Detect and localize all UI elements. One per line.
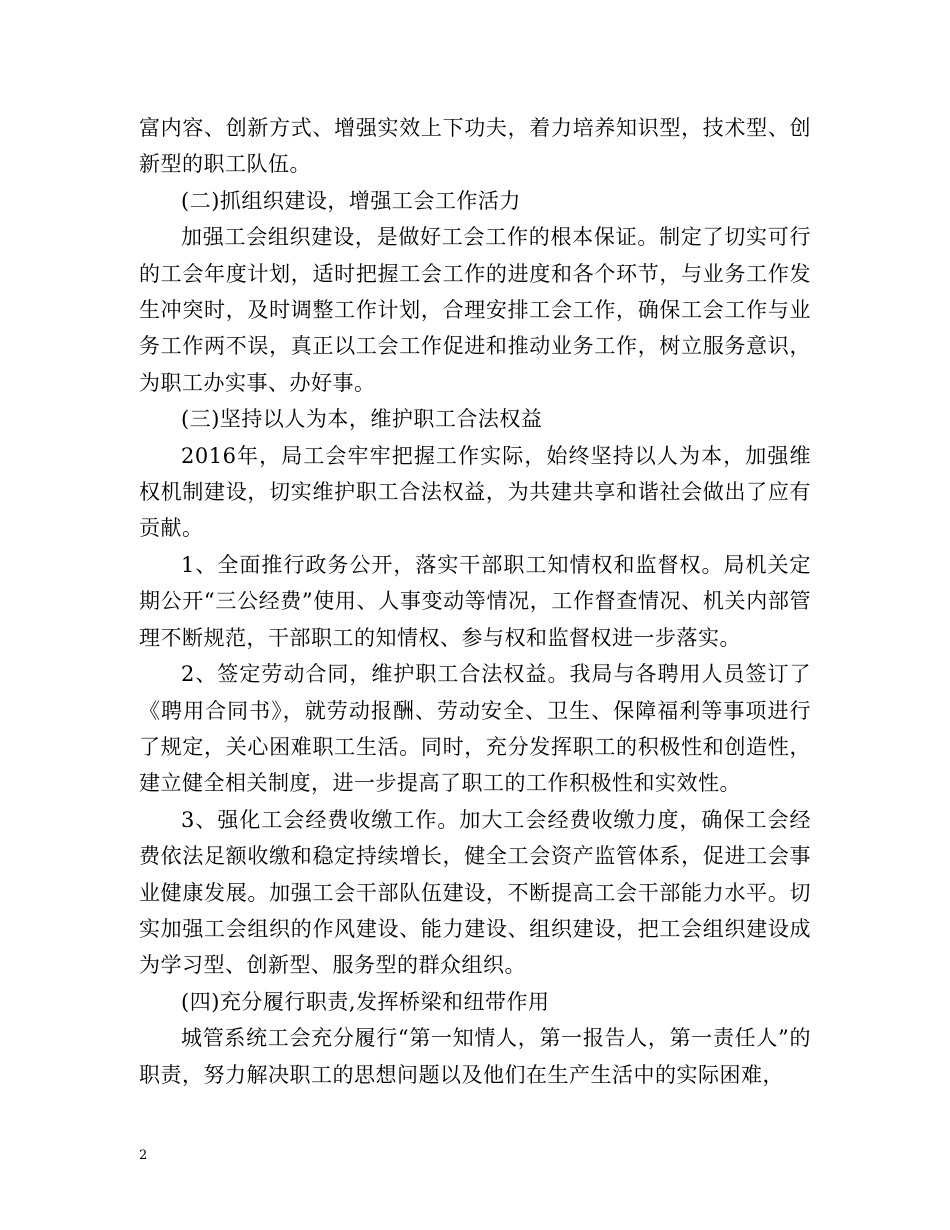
paragraph-item-1: 1、全面推行政务公开，落实干部职工知情权和监督权。局机关定期公开“三公经费”使用、人事变动等情况，工作督查情况、机关内部管理不断规范，干部职工的知情权、参与权和监督权进一步落实。 [139,552,811,650]
paragraph-duties: 城管系统工会充分履行“第一知情人，第一报告人，第一责任人”的职责，努力解决职工的思想问题以及他们在生产生活中的实际困难， [139,1026,811,1087]
paragraph-organization: 加强工会组织建设，是做好工会工作的根本保证。制定了切实可行的工会年度计划，适时把握工会工作的进度和各个环节，与业务工作发生冲突时，及时调整工作计划，合理安排工会工作，确保工会工作与业务工作两不误，真正以工会工作促进和推动业务工作，树立服务意识，为职工办实事、办好事。 [139,225,811,395]
section-heading-duties: (四)充分履行职责,发挥桥梁和纽带作用 [181,989,550,1014]
paragraph-item-2: 2、签定劳动合同，维护职工合法权益。我局与各聘用人员签订了《聘用合同书》，就劳动报酬、劳动安全、卫生、保障福利等事项进行了规定，关心困难职工生活。同时，充分发挥职工的积极性和创造性，建立健全相关制度，进一步提高了职工的工作积极性和实效性。 [139,662,811,796]
paragraph-continued: 富内容、创新方式、增强实效上下功夫，着力培养知识型，技术型、创新型的职工队伍。 [139,116,811,177]
paragraph-item-3: 3、强化工会经费收缴工作。加大工会经费收缴力度，确保工会经费依法足额收缴和稳定持续增长，健全工会资产监管体系，促进工会事业健康发展。加强工会干部队伍建设，不断提高工会干部能力水平。切实加强工会组织的作风建设、能力建设、组织建设，把工会组织建设成为学习型、创新型、服务型的群众组织。 [139,807,811,978]
document-body [139,110,811,1093]
section-heading-people-oriented: (三)坚持以人为本，维护职工合法权益 [181,407,543,432]
paragraph-2016: 2016年，局工会牢牢把握工作实际，始终坚持以人为本，加强维权机制建设，切实维护职工合法权益，为共建共享和谐社会做出了应有贡献。 [139,443,811,541]
page-number: 2 [139,1148,148,1163]
section-heading-organization: (二)抓组织建设，增强工会工作活力 [181,188,521,213]
